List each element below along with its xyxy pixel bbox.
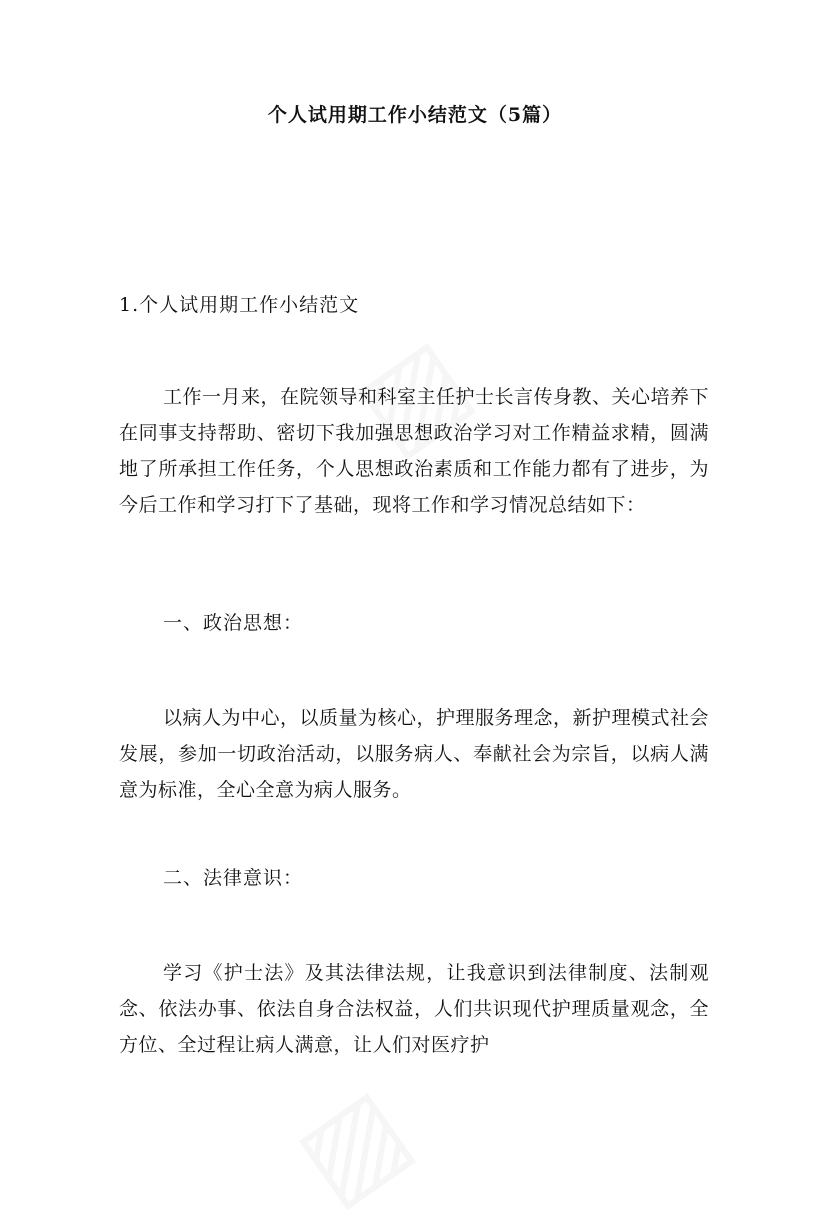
paragraph: 学习《护士法》及其法律法规，让我意识到法律制度、法制观念、依法办事、依法自身合法权益，人们共识现代护理质量观念，全方位、全过程让病人满意，让人们对医疗护	[119, 962, 709, 1056]
paragraph: 以病人为中心，以质量为核心，护理服务理念，新护理模式社会发展，参加一切政治活动，以服务病人、奉献社会为宗旨，以病人满意为标准，全心全意为病人服务。	[119, 707, 710, 801]
section-heading: 1.个人试用期工作小结范文	[119, 294, 360, 316]
paragraph: 工作一月来，在院领导和科室主任护士长言传身教、关心培养下在同事支持帮助、密切下我加强思想政治学习对工作精益求精，圆满地了所承担工作任务，个人思想政治素质和工作能力都有了进步，为今后工作和学习打下了基础，现将工作和学习情况总结如下：	[119, 386, 710, 516]
watermark	[273, 1062, 432, 1226]
subheading-law: 二、法律意识：	[163, 867, 304, 889]
subheading-politics: 一、政治思想：	[163, 612, 304, 634]
document-title: 个人试用期工作小结范文（5篇）	[267, 104, 563, 126]
